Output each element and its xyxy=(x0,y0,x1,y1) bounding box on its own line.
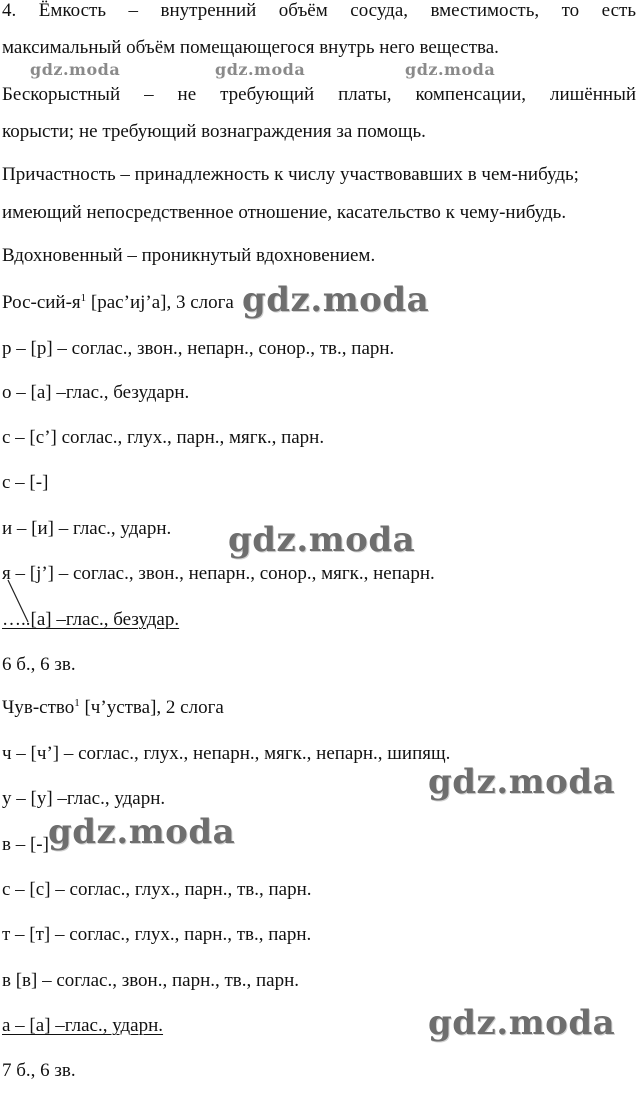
analysis-line: р – [р] – соглас., звон., непарн., сонор., тв., парн. xyxy=(2,338,395,359)
handwritten-arc-mark xyxy=(4,578,34,626)
transcription-russia: [рас’иj’а], 3 слога xyxy=(86,292,234,313)
watermark: gdz.moda xyxy=(405,60,496,79)
watermark: gdz.moda xyxy=(428,762,616,802)
footnote-mark: 1 xyxy=(80,292,87,304)
analysis-line: а – [а] –глас., ударн. xyxy=(2,1015,164,1036)
analysis-line: в – [-] xyxy=(2,834,49,855)
summary-line: 7 б., 6 зв. xyxy=(2,1060,76,1081)
analysis-line: с – [-] xyxy=(2,472,49,493)
analysis-line: я – [j’] – соглас., звон., непарн., сонор., мягк., непарн. xyxy=(2,563,435,584)
definition-beskorystny-line-2: корысти; не требующий вознаграждения за помощь. xyxy=(2,121,426,142)
word-chuvstvo: Чув-ство xyxy=(2,697,75,718)
watermark: gdz.moda xyxy=(48,812,236,852)
watermark: gdz.moda xyxy=(215,60,306,79)
analysis-line: ч – [ч’] – соглас., глух., непарн., мягк., непарн., шипящ. xyxy=(2,743,451,764)
analysis-line: т – [т] – соглас., глух., парн., тв., парн. xyxy=(2,924,312,945)
word-heading-russia xyxy=(2,292,234,314)
definition-prichastnost-line-2: имеющий непосредственное отношение, касательство к чему-нибудь. xyxy=(2,202,567,223)
word-russia: Рос-сий-я xyxy=(2,292,81,313)
watermark: gdz.moda xyxy=(30,60,121,79)
definition-vdokhnovenny: Вдохновенный – проникнутый вдохновением. xyxy=(2,245,376,266)
watermark: gdz.moda xyxy=(228,520,416,560)
summary-line: 6 б., 6 зв. xyxy=(2,654,76,675)
analysis-line: в [в] – соглас., звон., парн., тв., парн. xyxy=(2,970,300,991)
watermark: gdz.moda xyxy=(428,1003,616,1043)
definition-prichastnost-line-1: Причастность – принадлежность к числу участвовавших в чем-нибудь; xyxy=(2,164,579,185)
analysis-line: …..[а] –глас., безудар. xyxy=(2,609,180,630)
definition-beskorystny-line-1: Бескорыстный – не требующий платы, компенсации, лишённый xyxy=(2,84,636,105)
transcription-chuvstvo: [ч’уства], 2 слога xyxy=(79,697,224,718)
analysis-line: с – [с’] соглас., глух., парн., мягк., парн. xyxy=(2,427,325,448)
analysis-line: о – [а] –глас., безударн. xyxy=(2,382,190,403)
footnote-mark: 1 xyxy=(74,697,80,709)
analysis-line: у – [у] –глас., ударн. xyxy=(2,788,166,809)
analysis-line: и – [и] – глас., ударн. xyxy=(2,518,172,539)
analysis-line: с – [с] – соглас., глух., парн., тв., парн. xyxy=(2,879,312,900)
word-heading-chuvstvo xyxy=(2,697,224,719)
definition-emkost-line-2: максимальный объём помещающегося внутрь него вещества. xyxy=(2,37,499,58)
watermark: gdz.moda xyxy=(242,280,430,320)
definition-emkost-line-1: 4. Ёмкость – внутренний объём сосуда, вместимость, то есть xyxy=(2,0,636,21)
